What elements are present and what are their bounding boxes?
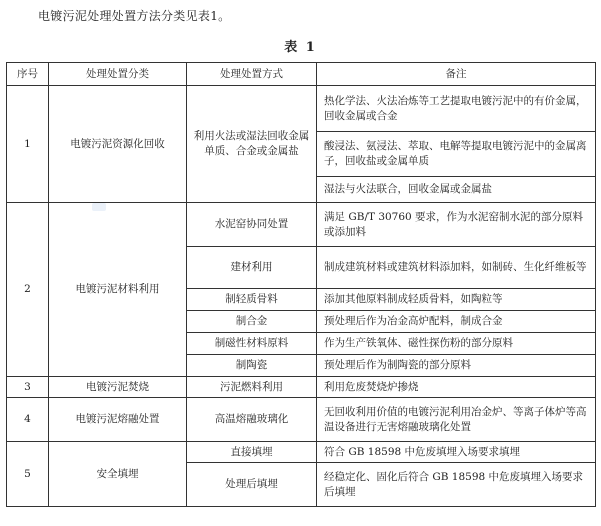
row-note: 预处理后作为冶金高炉配料，制成合金: [317, 311, 596, 333]
row-note: 符合 GB 18598 中危废填埋入场要求填埋: [317, 442, 596, 463]
row-note: 热化学法、火法冶炼等工艺提取电镀污泥中的有价金属，回收金属或合金: [317, 86, 596, 132]
row-note: 利用危废焚烧炉掺烧: [317, 377, 596, 398]
row-method: 制陶瓷: [187, 355, 317, 377]
row-note: 湿法与火法联合，回收金属或金属盐: [317, 177, 596, 203]
row-note: 添加其他原料制成轻质骨料，如陶粒等: [317, 289, 596, 311]
table-row: [7, 203, 596, 247]
row-method: 制合金: [187, 311, 317, 333]
row-method: 建材利用: [187, 247, 317, 289]
row-method: 制磁性材料原料: [187, 333, 317, 355]
row-note: 预处理后作为制陶瓷的部分原料: [317, 355, 596, 377]
row-note: 满足 GB/T 30760 要求，作为水泥窑制水泥的部分原料或添加料: [317, 203, 596, 247]
row-index: 5: [7, 442, 49, 507]
header-index: 序号: [7, 63, 49, 86]
table-header-row: [7, 63, 596, 86]
row-category: 电镀污泥焚烧: [49, 377, 187, 398]
row-index: 3: [7, 377, 49, 398]
row-category: 电镀污泥资源化回收: [49, 86, 187, 203]
row-method: 处理后填埋: [187, 463, 317, 507]
header-note: 备注: [317, 63, 596, 86]
row-category: 电镀污泥材料利用: [49, 203, 187, 377]
row-note: 酸浸法、氨浸法、萃取、电解等提取电镀污泥中的金属离子，回收盐或金属单质: [317, 132, 596, 177]
row-index: 4: [7, 398, 49, 442]
row-note: 无回收利用价值的电镀污泥利用冶金炉、等离子体炉等高温设备进行无害熔融玻璃化处置: [317, 398, 596, 442]
row-note: 经稳定化、固化后符合 GB 18598 中危废填埋入场要求后填埋: [317, 463, 596, 507]
row-method: 高温熔融玻璃化: [187, 398, 317, 442]
row-note: 制成建筑材料或建筑材料添加料，如制砖、生化纤维板等: [317, 247, 596, 289]
row-note: 作为生产铁氧体、磁性探伤粉的部分原料: [317, 333, 596, 355]
row-index: 2: [7, 203, 49, 377]
row-method: 水泥窑协同处置: [187, 203, 317, 247]
row-method: 污泥燃料利用: [187, 377, 317, 398]
row-method: 利用火法或湿法回收金属单质、合金或金属盐: [187, 86, 317, 203]
table-caption: 表 1: [284, 40, 317, 55]
row-category: 安全填埋: [49, 442, 187, 507]
table-row: [7, 86, 596, 132]
row-method: 制轻质骨料: [187, 289, 317, 311]
classification-table: [6, 62, 596, 507]
table-row: [7, 398, 596, 442]
header-method: 处理处置方式: [187, 63, 317, 86]
row-method: 直接填埋: [187, 442, 317, 463]
intro-text: 电镀污泥处理处置方法分类见表1。: [38, 9, 231, 23]
row-category: 电镀污泥熔融处置: [49, 398, 187, 442]
header-category: 处理处置分类: [49, 63, 187, 86]
table-row: [7, 377, 596, 398]
row-index: 1: [7, 86, 49, 203]
table-row: [7, 442, 596, 463]
